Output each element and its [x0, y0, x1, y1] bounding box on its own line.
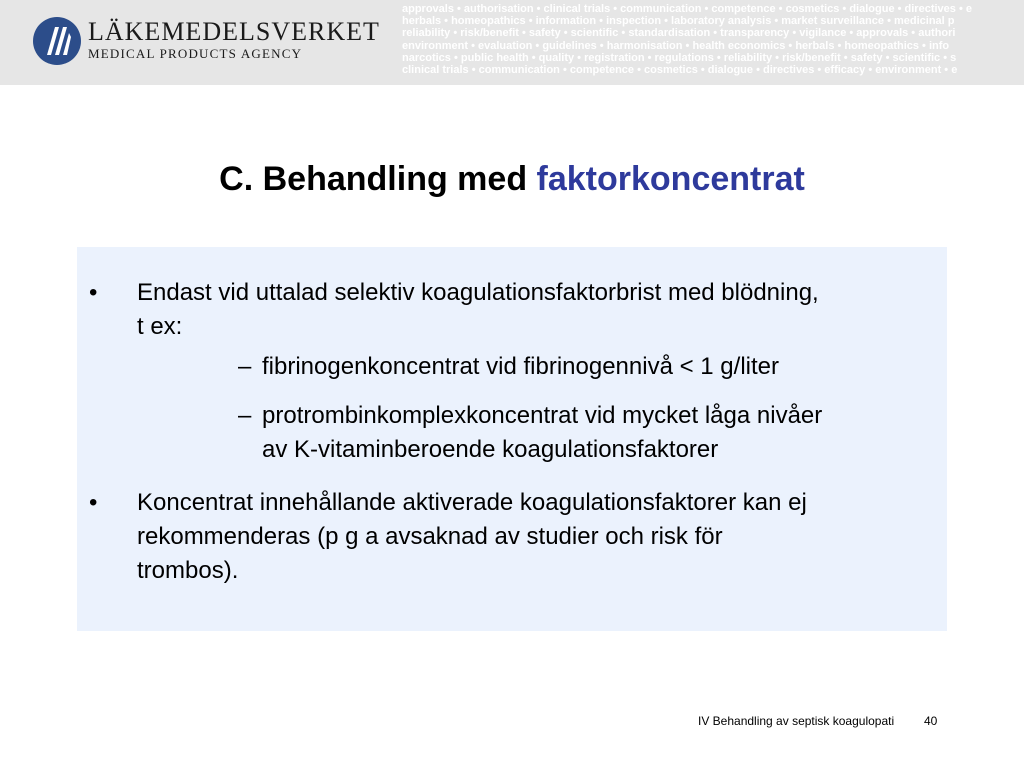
brand-name: LÄKEMEDELSVERKET	[88, 17, 380, 46]
keyword-line: approvals • authorisation • clinical trials • communication • competence • cosmetics • dialogue • directives • e	[402, 3, 972, 15]
footer-caption: IV Behandling av septisk koagulopati	[698, 714, 895, 728]
slide-title	[0, 160, 1024, 199]
bullet-line: Endast vid uttalad selektiv koagulationsfaktorbrist med blödning,	[137, 279, 819, 306]
title-accent: faktorkoncentrat	[536, 160, 805, 198]
keyword-line: herbals • homeopathics • information • inspection • laboratory analysis • market surveillance • medicinal p	[402, 15, 955, 28]
keyword-line: reliability • risk/benefit • safety • scientific • standardisation • transparency • vigilance • approvals • authori	[402, 27, 956, 40]
keyword-cloud	[402, 3, 1024, 83]
bullet-text	[137, 486, 807, 588]
brand-subtitle: MEDICAL PRODUCTS AGENCY	[88, 46, 303, 61]
sub-line: av K-vitaminberoende koagulationsfaktorer	[262, 436, 719, 463]
keyword-line: environment • evaluation • guidelines • harmonisation • health economics • herbals • homeopathics • info	[402, 39, 950, 52]
bullet-line: t ex:	[137, 313, 183, 340]
dash-mark: –	[238, 402, 252, 429]
bullet-mark: •	[89, 279, 98, 306]
header-band	[0, 0, 1024, 85]
content-box	[77, 247, 947, 631]
keyword-line: narcotics • public health • quality • registration • regulations • reliability • risk/benefit • safety • scientific • s	[402, 51, 957, 64]
bullet-text	[137, 276, 819, 344]
bullet-line: trombos).	[137, 557, 239, 584]
bullet-line: Koncentrat innehållande aktiverade koagulationsfaktorer kan ej	[137, 489, 807, 516]
bullet-line: rekommenderas (p g a avsaknad av studier och risk för	[137, 523, 723, 550]
sub-line: fibrinogenkoncentrat vid fibrinogennivå < 1 g/liter	[262, 353, 779, 380]
agency-logo-icon	[33, 17, 81, 65]
title-main: C. Behandling med	[219, 160, 537, 198]
keyword-line: clinical trials • communication • competence • cosmetics • dialogue • directives • efficacy • environment • e	[402, 64, 958, 77]
sub-line: protrombinkomplexkoncentrat vid mycket låga nivåer	[262, 402, 823, 429]
page-number: 40	[924, 714, 938, 728]
sub-text	[262, 399, 822, 467]
dash-mark: –	[238, 353, 252, 380]
bullet-mark: •	[89, 489, 98, 516]
